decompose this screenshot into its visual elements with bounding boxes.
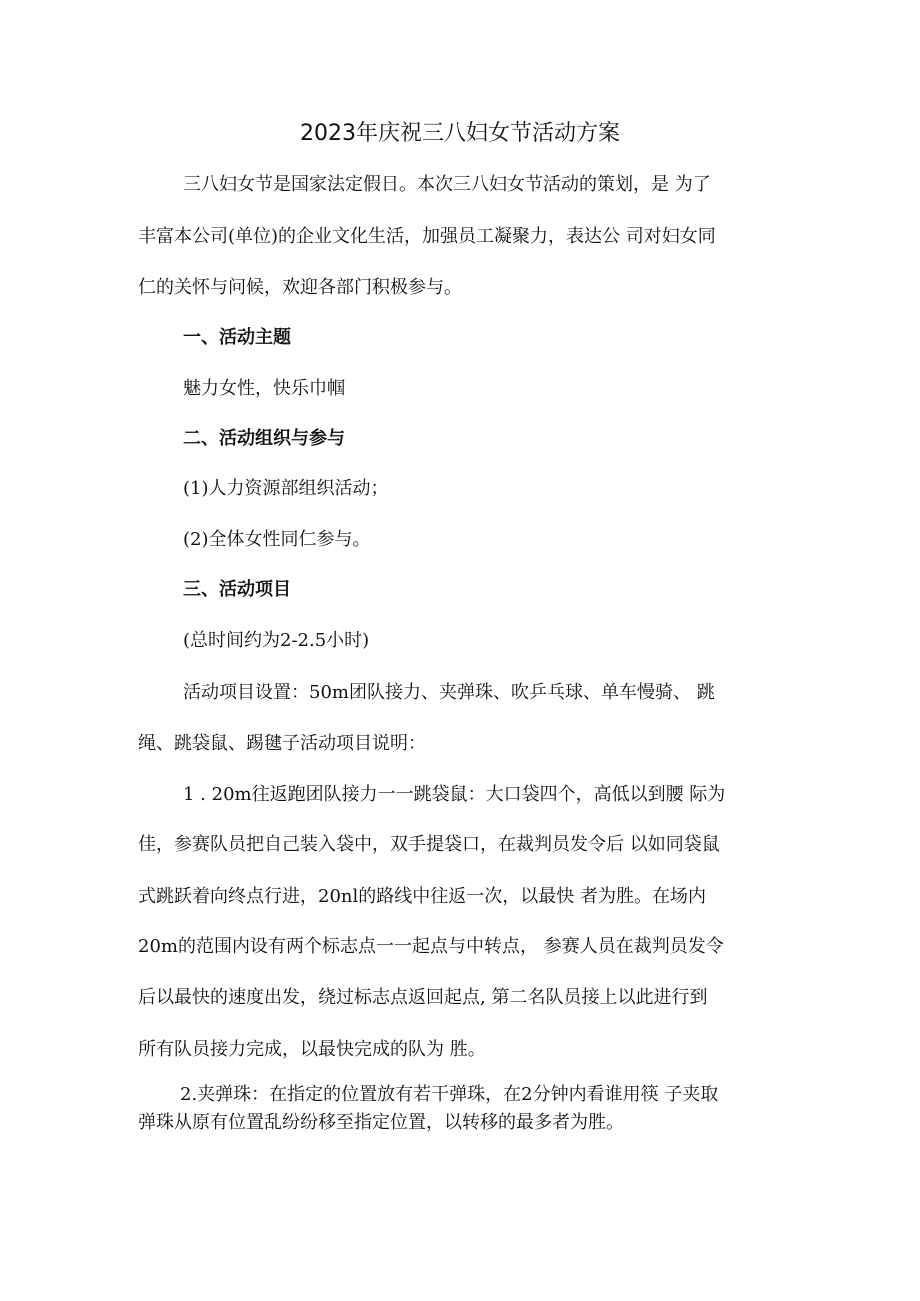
document-title: 2023年庆祝三八妇女节活动方案 — [300, 121, 620, 146]
item1-line: 式跳跃着向终点行进，20nl的路线中往返一次，以最快 者为胜。在场内 — [138, 886, 706, 907]
section-heading-theme: 一、活动主题 — [183, 327, 291, 348]
item1-line: 1 . 20m往返跑团队接力一一跳袋鼠：大口袋四个，高低以到腰 际为 — [183, 784, 726, 805]
item2-line: 2.夹弹珠：在指定的位置放有若干弹珠，在2分钟内看谁用筷 子夹取 — [180, 1084, 719, 1105]
section-theme-text: 魅力女性，快乐巾帼 — [183, 378, 345, 399]
section-heading-activities: 三、活动项目 — [183, 579, 291, 600]
organization-item: (2)全体女性同仁参与。 — [183, 529, 371, 550]
item1-line: 后以最快的速度出发，绕过标志点返回起点, 第二名队员接上以此进行到 — [138, 987, 708, 1008]
item1-line: 佳，参赛队员把自己装入袋中，双手提袋口，在裁判员发令后 以如同袋鼠 — [138, 834, 720, 855]
intro-line: 三八妇女节是国家法定假日。本次三八妇女节活动的策划，是 为了 — [183, 174, 711, 195]
item1-line: 所有队员接力完成，以最快完成的队为 胜。 — [138, 1039, 486, 1060]
item2-line: 弹珠从原有位置乱纷纷移至指定位置，以转移的最多者为胜。 — [138, 1112, 624, 1133]
activities-setup-line: 活动项目设置：50m团队接力、夹弹珠、吹乒乓球、单车慢骑、 跳 — [183, 682, 715, 703]
activities-time-note: (总时间约为2-2.5小时) — [183, 630, 370, 651]
section-heading-organization: 二、活动组织与参与 — [183, 428, 345, 449]
activities-setup-line: 绳、跳袋鼠、踢毽子活动项目说明： — [138, 733, 426, 754]
item1-line: 20m的范围内设有两个标志点一一起点与中转点， 参赛人员在裁判员发令 — [138, 936, 724, 957]
intro-line: 仁的关怀与问候，欢迎各部门积极参与。 — [138, 277, 462, 298]
organization-item: (1)人力资源部组织活动； — [183, 478, 389, 499]
intro-line: 丰富本公司(单位)的企业文化生活，加强员工凝聚力，表达公 司对妇女同 — [138, 226, 716, 247]
